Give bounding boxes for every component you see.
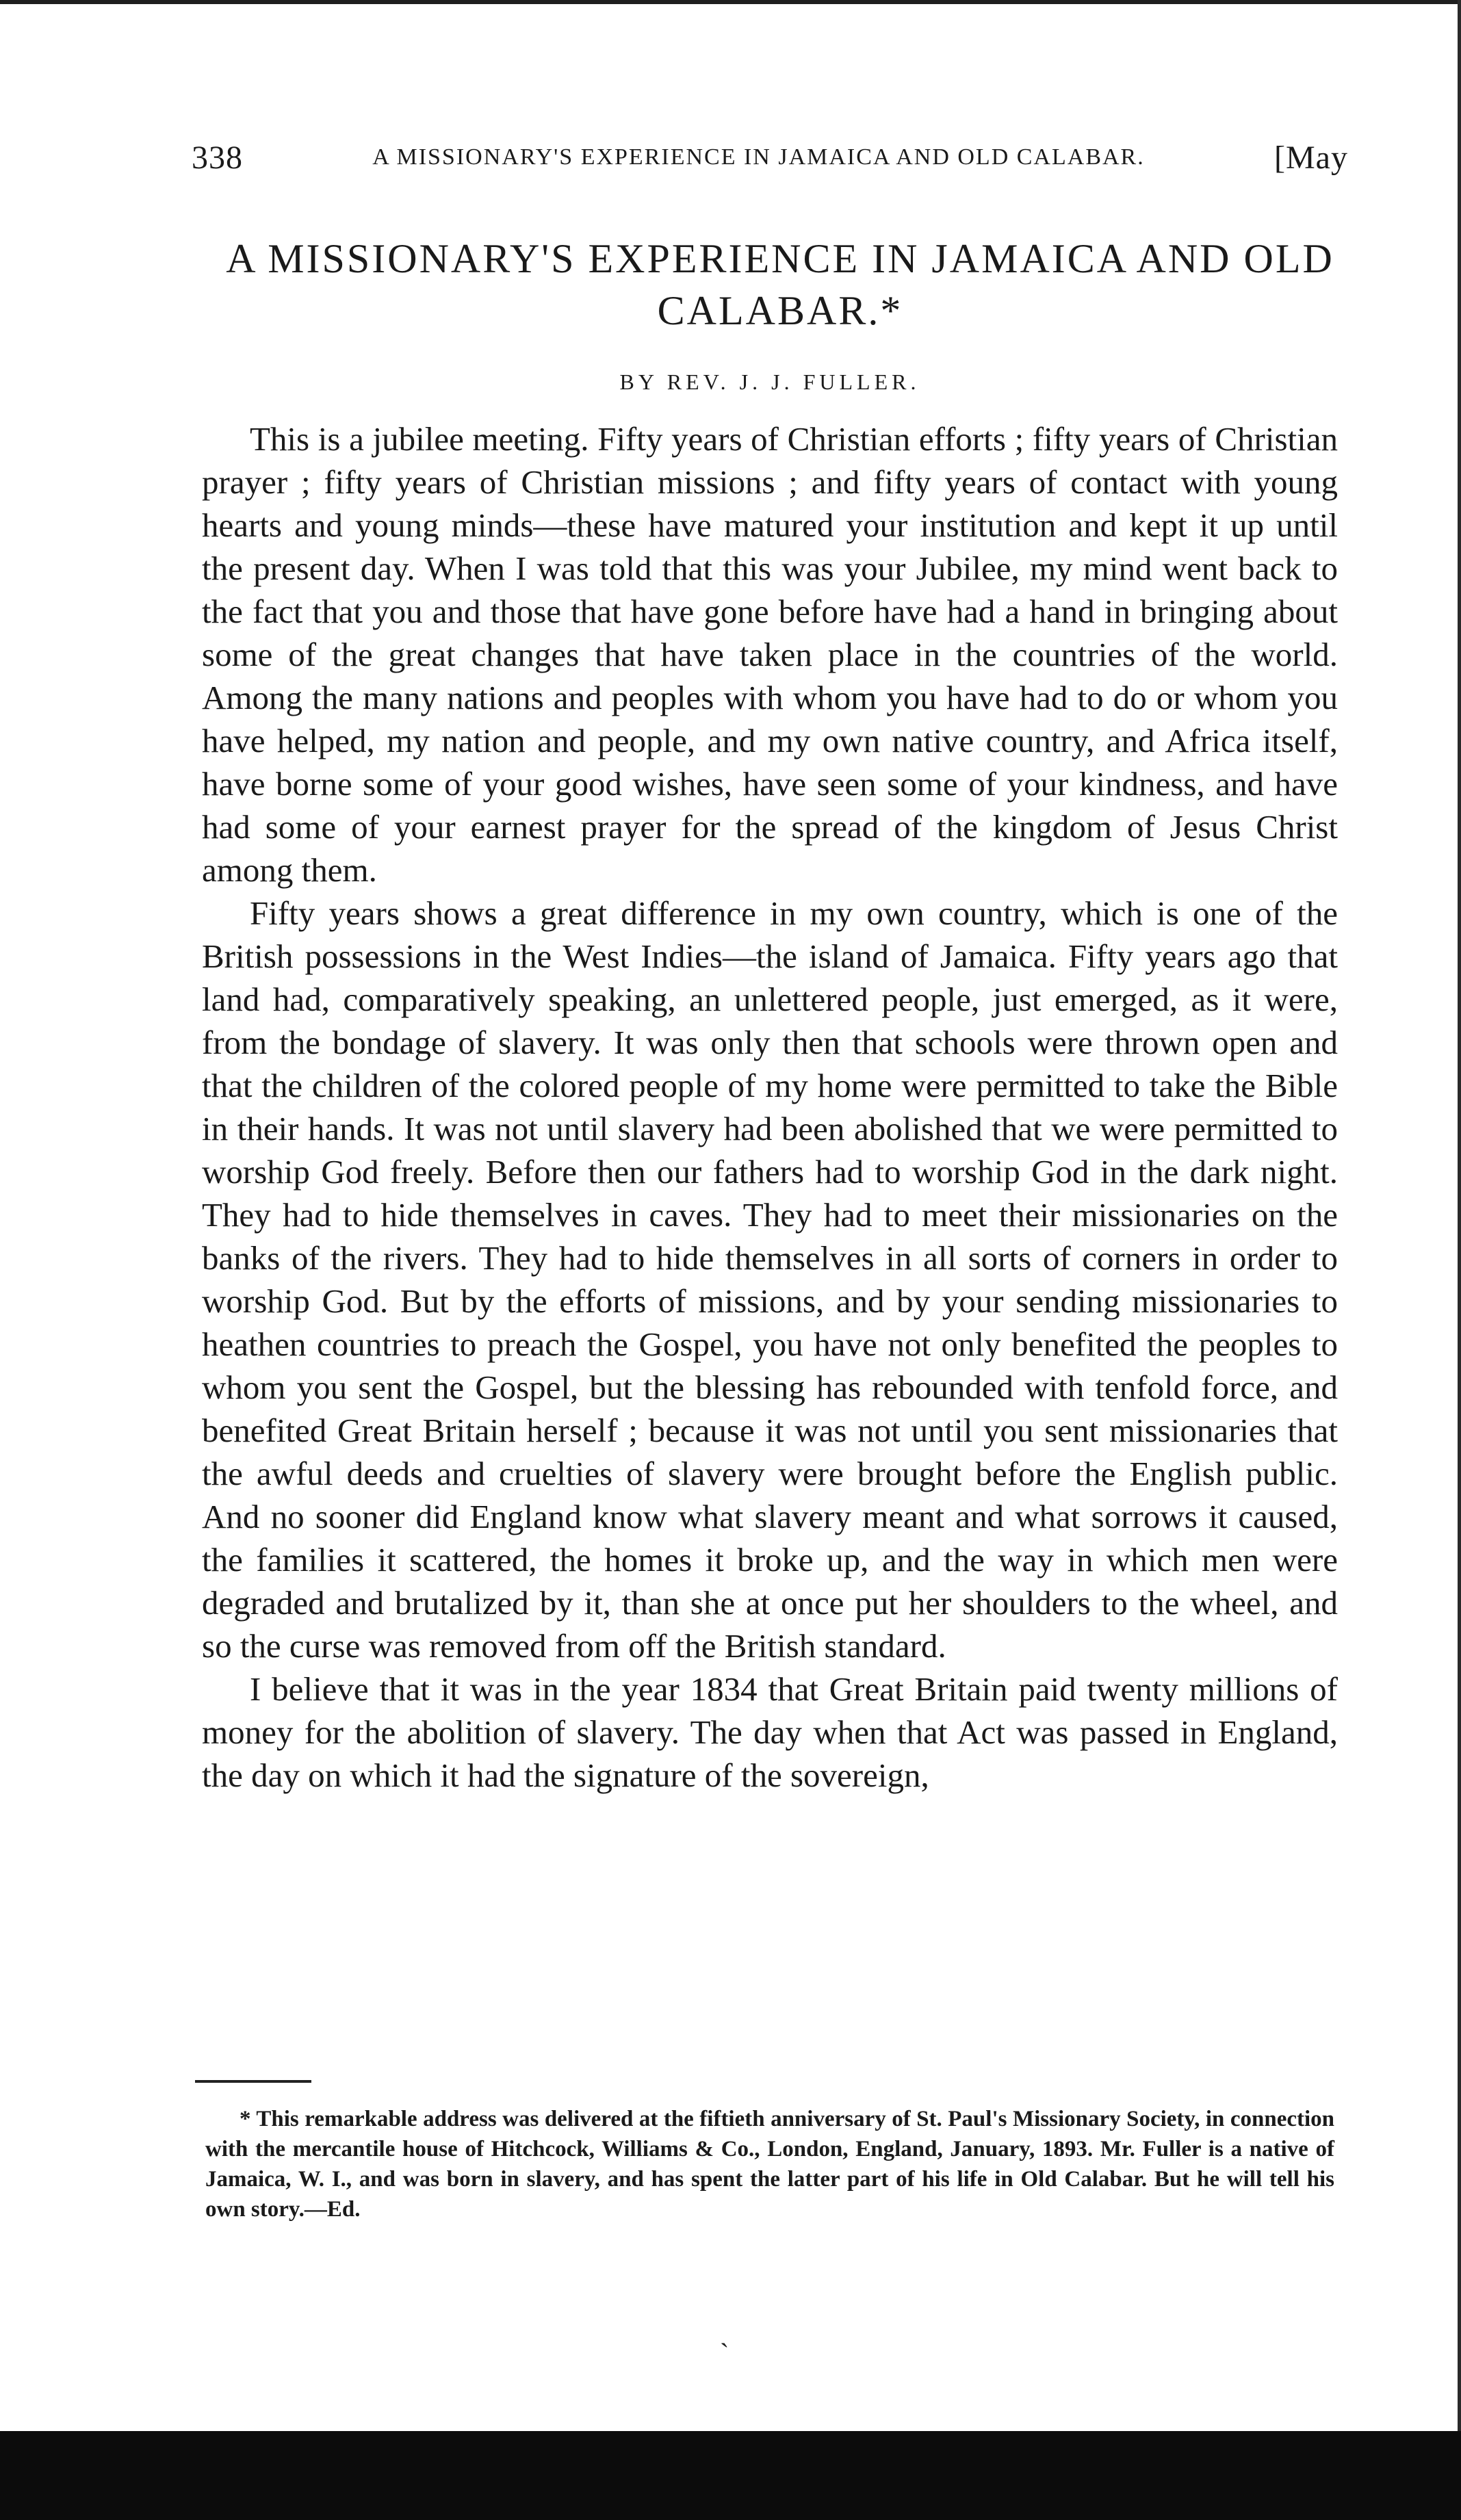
- paragraph-2: Fifty years shows a great difference in my own country, which is one of the British possessions in the West Indies—the island of Jamaica. Fifty years ago that land had, comparatively speaking, an unlettered people, just emerged, as it were, from the bondage of slavery. It was only then that schools were thrown open and that the children of the colored people of my home were permitted to take the Bible in their hands. It was not until slavery had been abolished that we were permitted to worship God freely. Before then our fathers had to worship God in the dark night. They had to hide themselves in caves. They had to meet their missionaries on the banks of the rivers. They had to hide themselves in all sorts of corners in order to worship God. But by the efforts of missions, and by your sending missionaries to heathen countries to preach the Gospel, you have not only benefited the peoples to whom you sent the Gospel, but the blessing has rebounded with tenfold force, and benefited Great Britain herself ; because it was not until you sent missionaries that the awful deeds and cruelties of slavery were brought before the English public. And no sooner did England know what slavery meant and what sorrows it caused, the families it scattered, the homes it broke up, and the way in which men were degraded and brutalized by it, than she at once put her shoulders to the wheel, and so the curse was removed from off the British standard.: [202, 894, 1338, 1665]
- bottom-scan-edge: [0, 2431, 1461, 2520]
- stray-ink-mark: ˎ: [720, 2317, 729, 2348]
- running-head: [192, 127, 1348, 188]
- page-number: 338: [192, 139, 243, 176]
- article-title: A MISSIONARY'S EXPERIENCE IN JAMAICA AND OLD CALABAR.*: [226, 236, 1334, 333]
- running-head-title: A MISSIONARY'S EXPERIENCE IN JAMAICA AND OLD CALABAR.: [372, 144, 1145, 170]
- paragraph-1: This is a jubilee meeting. Fifty years of Christian efforts ; fifty years of Christian prayer ; fifty years of Christian missions ; and fifty years of contact with young hearts and young minds—these have matured your institution and kept it up until the present day. When I was told that this was your Jubilee, my mind went back to the fact that you and those that have gone before have had a hand in bringing about some of the great changes that have taken place in the countries of the world. Among the many nations and peoples with whom you have had to do or whom you have helped, my nation and people, and my own native country, and Africa itself, have borne some of your good wishes, have seen some of your kindness, and have had some of your earnest prayer for the spread of the kingdom of Jesus Christ among them.: [202, 420, 1338, 889]
- running-head-month: [May: [1274, 139, 1348, 176]
- article-body: [202, 417, 1338, 2018]
- byline: BY REV. J. J. FULLER.: [619, 369, 920, 394]
- footnote-divider: [195, 2080, 311, 2083]
- paragraph-3: I believe that it was in the year 1834 that Great Britain paid twenty millions of money for the abolition of slavery. The day when that Act was passed in England, the day on which it had the signature of the sovereign,: [202, 1670, 1338, 1794]
- top-scan-edge: [0, 0, 1461, 4]
- right-scan-edge: [1458, 0, 1461, 2520]
- footnote: * This remarkable address was delivered at the fiftieth anniversary of St. Paul's Missionary Society, in connection with the mercantile house of Hitchcock, Williams & Co., London, England, January, 1893. Mr. Fuller is a native of Jamaica, W. I., and was born in slavery, and has spent the latter part of his life in Old Calabar. But he will tell his own story.—Ed.: [205, 2107, 1334, 2222]
